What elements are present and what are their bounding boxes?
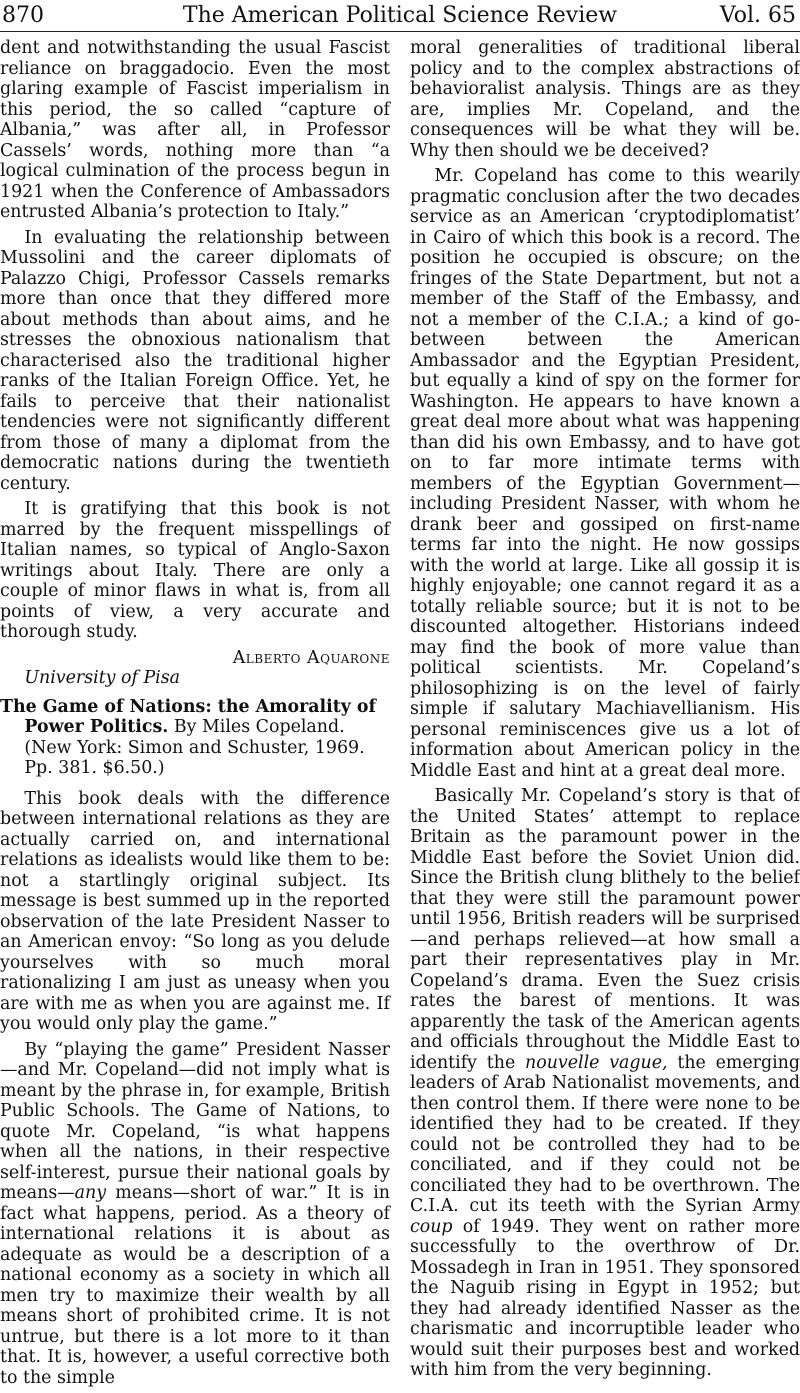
reviewer-affiliation: University of Pisa: [24, 668, 181, 688]
paragraph: Basically Mr. Copeland’s story is that of the United States’ attempt to replace Britain as the paramount power in the Middle East before the Soviet Union did. Since the British clung blithely to the belief that they were still the paramount power until 1956, British readers will be surprised—and perhaps relieved—at how small a part their representatives play in Mr. Copeland’s drama. Even the Suez crisis rates the barest of mentions. It was apparently the task of the American agents and officials throughout the Middle East to identify the nouvelle vague, the emerging leaders of Arab Nationalist movements, and then control them. If there were none to be identified they had to be created. If they could not be controlled they had to be conciliated, and if they could not be conciliated they had to be overthrown. The C.I.A. cut its teeth with the Syrian Army coup of 1949. They went on rather more successfully to the overthrow of Dr. Mossadegh in Iran in 1951. They sponsored the Naguib rising in Egypt in 1952; but they had already identified Nasser as the charismatic and incorruptible leader who would suit their purposes best and worked with him from the very beginning.: [410, 786, 800, 1380]
book-review-heading: [0, 697, 390, 779]
journal-title: The American Political Science Review: [182, 3, 618, 28]
paragraph: Mr. Copeland has come to this wearily pragmatic conclusion after the two decades service as an American ‘cryptodiplomatist’ in Cairo of which this book is a record. The position he occupied is obscure; on the fringes of the State Department, but not a member of the Staff of the Embassy, and not a member of the C.I.A.; a kind of go-between between the American Ambassador and the Egyptian President, but equally a kind of spy on the former for Washington. He appears to have known a great deal more about what was happening than did his own Embassy, and to have got on to far more intimate terms with members of the Egyptian Government—including President Nasser, with whom he drank beer and gossiped on first-name terms far into the night. He now gossips with the world at large. Like all gossip it is highly enjoyable; one cannot regard it as a totally reliable source; but it is not to be discounted altogether. Historians indeed may find the book of more value than political scientists. Mr. Copeland’s philosophizing is on the level of fairly simple if salutary Machiavellianism. His personal reminiscences give us a lot of information about American policy in the Middle East and hint at a great deal more.: [410, 166, 800, 781]
volume-label: Vol. 65: [719, 3, 796, 28]
paragraph: By “playing the game” President Nasser—and Mr. Copeland—did not imply what is meant by the phrase in, for example, British Public Schools. The Game of Nations, to quote Mr. Copeland, “is what happens when all the nations, in their respective self-interest, pursue their national goals by means—any means—short of war.” It is in fact what happens, period. As a theory of international relations it is about as adequate as would be a description of a national economy as a society in which all men try to maximize their wealth by all means short of prohibited crime. It is not untrue, but there is a lot more to it than that. It is, however, a useful corrective both to the simple: [0, 1039, 391, 1388]
book-title: The Game of Nations: the Amorality of Power Politics.: [0, 696, 376, 737]
page-number: 870: [2, 3, 44, 28]
left-column: [0, 38, 390, 1393]
reviewer-signature: Alberto Aquarone: [232, 647, 390, 668]
right-column: [410, 38, 800, 1386]
paragraph: moral generalities of traditional liberal policy and to the complex abstractions of behavioralist analysis. Things are as they are, implies Mr. Copeland, and the consequences will be what they will be. Why then should we be deceived?: [410, 38, 800, 161]
paragraph: This book deals with the difference between international relations as they are actually carried on, and international relations as idealists would like them to be: not a startlingly original subject. Its message is best summed up in the reported observation of the late President Nasser to an American envoy: “So long as you delude yourselves with so much moral rationalizing I am just as uneasy when you are with me as when you are against me. If you would only play the game.”: [0, 788, 390, 1034]
paragraph: It is gratifying that this book is not marred by the frequent misspellings of Italian names, so typical of Anglo-Saxon writings about Italy. There are only a couple of minor flaws in what is, from all points of view, a very accurate and thorough study.: [0, 499, 390, 642]
paragraph: In evaluating the relationship between Mussolini and the career diplomats of Palazzo Chigi, Professor Cassels remarks more than once that they differed more about methods than about aims, and he stresses the obnoxious nationalism that characterised also the traditional higher ranks of the Italian Foreign Office. Yet, he fails to perceive that their nationalist tendencies were not significantly different from those of many a diplomat from the democratic nations during the twentieth century.: [0, 227, 390, 494]
paragraph: dent and notwithstanding the usual Fascist reliance on braggadocio. Even the most glaring example of Fascist imperialism in this period, the so called “capture of Albania,” was after all, in Professor Cassels’ words, nothing more than “a logical culmination of the process begun in 1921 when the Conference of Ambassadors entrusted Albania’s protection to Italy.”: [0, 38, 390, 222]
page-header: [0, 0, 800, 34]
book-citation: By Miles Copeland. (New York: Simon and Schuster, 1969. Pp. 381. $6.50.): [24, 717, 365, 778]
header-rule: [0, 31, 800, 32]
